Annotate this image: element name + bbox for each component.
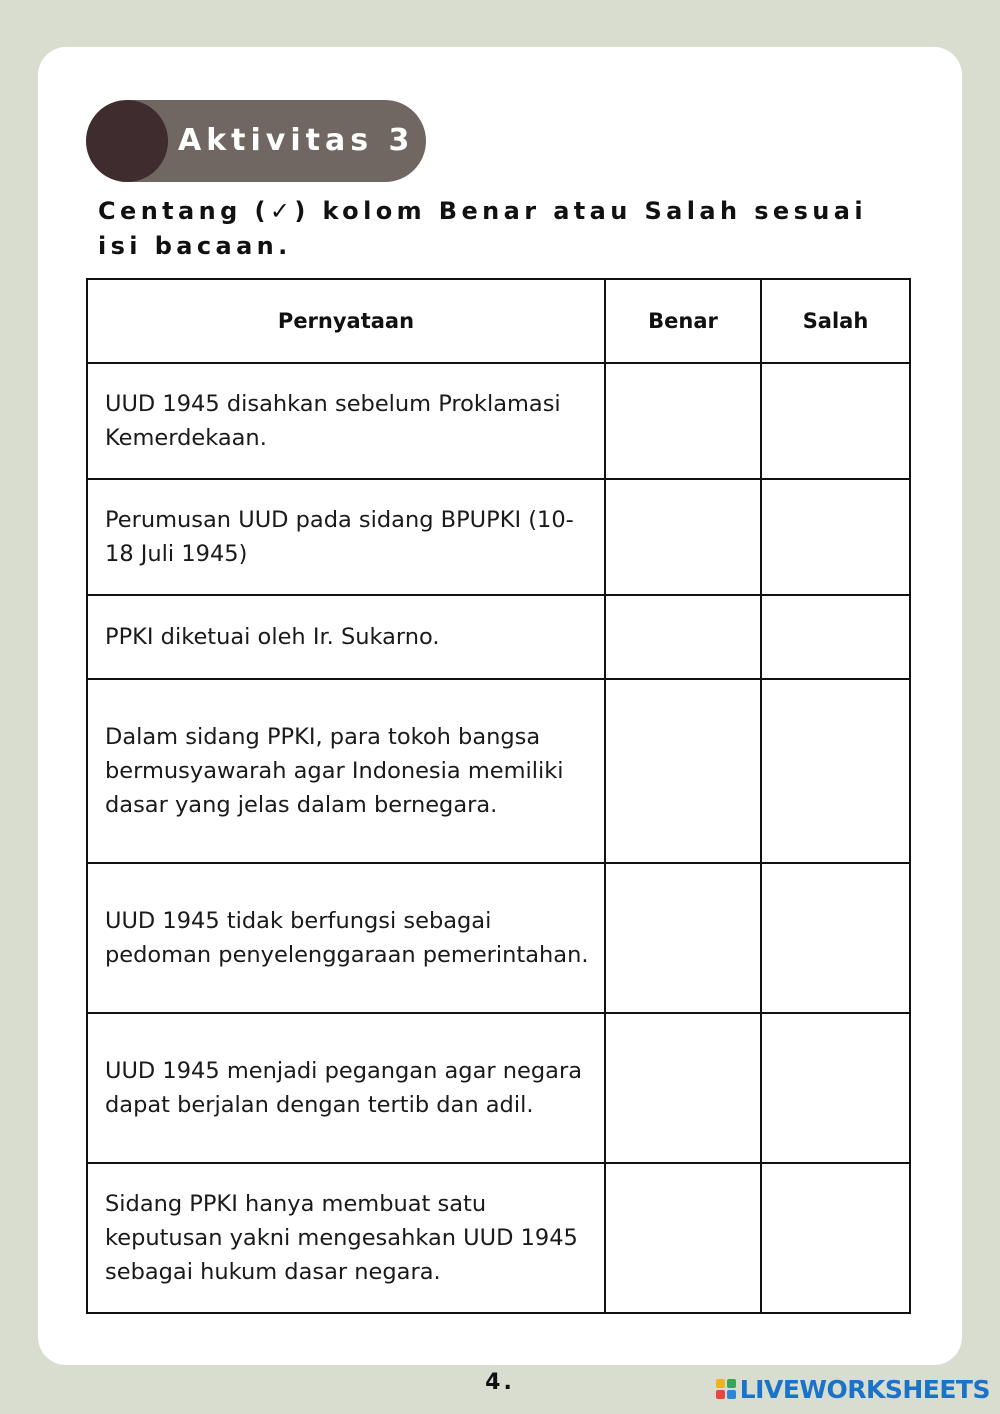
table-row <box>87 363 910 479</box>
answer-false-cell[interactable] <box>761 679 910 863</box>
true-false-table <box>86 278 911 1314</box>
table-row <box>87 863 910 1013</box>
header-false: Salah <box>761 279 910 363</box>
answer-true-cell[interactable] <box>605 679 761 863</box>
logo-tile <box>727 1379 736 1388</box>
logo-tile <box>716 1390 725 1399</box>
statement-cell: Sidang PPKI hanya membuat satu keputusan yakni mengesahkan UUD 1945 sebagai hukum dasar negara. <box>87 1163 605 1313</box>
answer-false-cell[interactable] <box>761 863 910 1013</box>
activity-badge <box>86 100 426 182</box>
header-statement: Pernyataan <box>87 279 605 363</box>
table-row <box>87 595 910 679</box>
answer-false-cell[interactable] <box>761 1013 910 1163</box>
logo-tile <box>716 1379 725 1388</box>
answer-true-cell[interactable] <box>605 479 761 595</box>
statement-cell: Dalam sidang PPKI, para tokoh bangsa bermusyawarah agar Indonesia memiliki dasar yang jelas dalam bernegara. <box>87 679 605 863</box>
answer-false-cell[interactable] <box>761 363 910 479</box>
table-header-row <box>87 279 910 363</box>
table-row <box>87 479 910 595</box>
liveworksheets-brand[interactable] <box>716 1372 990 1406</box>
statement-cell: UUD 1945 tidak berfungsi sebagai pedoman penyelenggaraan pemerintahan. <box>87 863 605 1013</box>
statement-cell: UUD 1945 disahkan sebelum Proklamasi Kemerdekaan. <box>87 363 605 479</box>
table-row <box>87 679 910 863</box>
statement-cell: Perumusan UUD pada sidang BPUPKI (10-18 Juli 1945) <box>87 479 605 595</box>
answer-true-cell[interactable] <box>605 595 761 679</box>
page-number: 4. <box>485 1370 515 1395</box>
instruction-text: Centang (✓) kolom Benar atau Salah sesuai isi bacaan. <box>98 197 867 260</box>
answer-true-cell[interactable] <box>605 1013 761 1163</box>
statement-cell: UUD 1945 menjadi pegangan agar negara dapat berjalan dengan tertib dan adil. <box>87 1013 605 1163</box>
answer-true-cell[interactable] <box>605 863 761 1013</box>
activity-title: Aktivitas 3 <box>178 123 415 158</box>
activity-badge-dot <box>86 100 168 182</box>
table-row <box>87 1163 910 1313</box>
answer-true-cell[interactable] <box>605 1163 761 1313</box>
logo-tile <box>727 1390 736 1399</box>
header-true: Benar <box>605 279 761 363</box>
answer-false-cell[interactable] <box>761 595 910 679</box>
answer-true-cell[interactable] <box>605 363 761 479</box>
statement-cell: PPKI diketuai oleh Ir. Sukarno. <box>87 595 605 679</box>
answer-false-cell[interactable] <box>761 479 910 595</box>
liveworksheets-logo-icon <box>716 1379 736 1399</box>
table-row <box>87 1013 910 1163</box>
answer-false-cell[interactable] <box>761 1163 910 1313</box>
brand-name: LIVEWORKSHEETS <box>739 1374 990 1404</box>
